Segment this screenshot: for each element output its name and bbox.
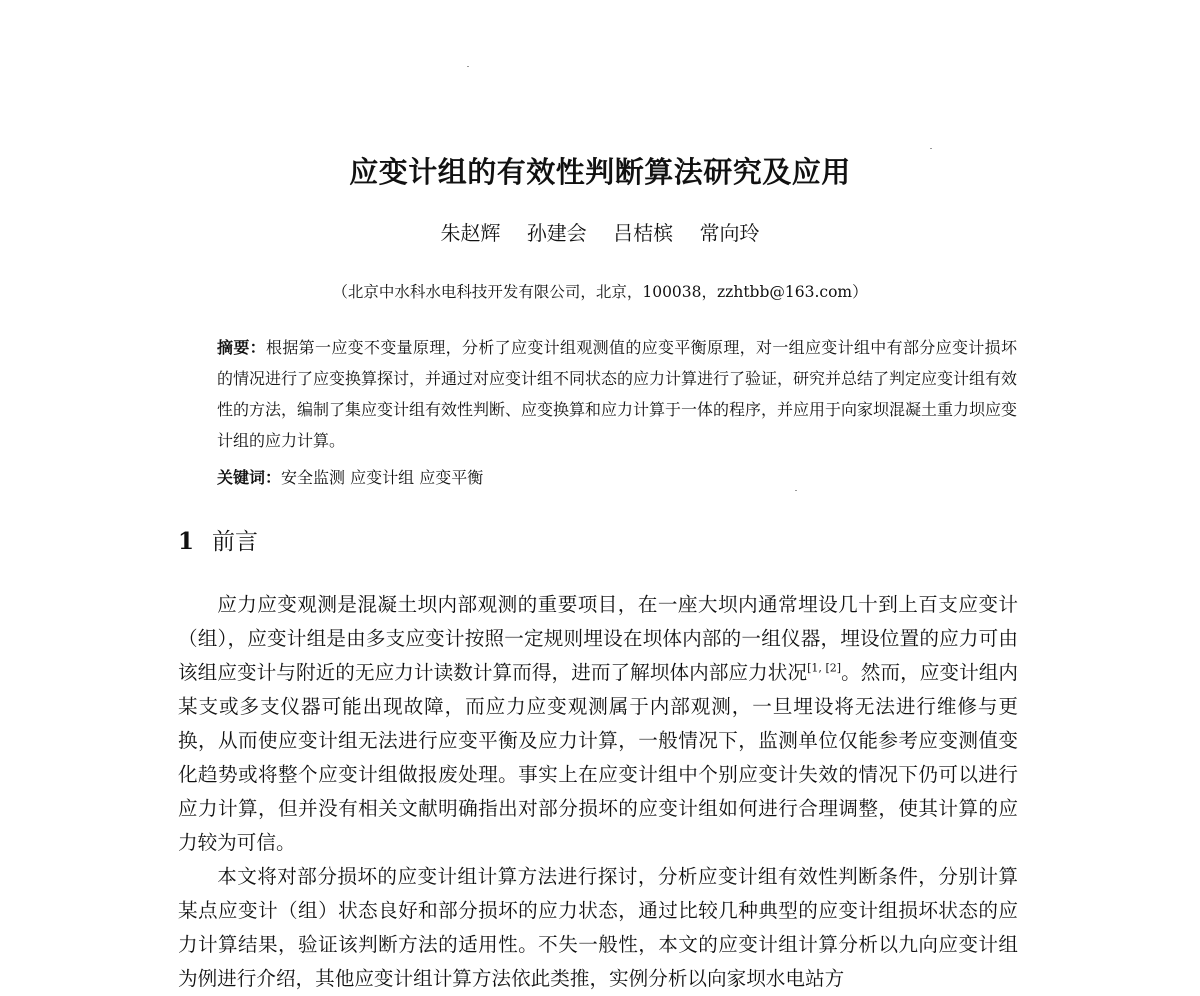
author-name: 吕桔槟 [613, 221, 674, 245]
section-title: 前言 [212, 529, 259, 555]
author-name: 孙建会 [526, 221, 587, 245]
paragraph-text: 。然而，应变计组内某支或多支仪器可能出现故障，而应力应变观测属于内部观测，一旦埋设将无法进行维修与更换，从而使应变计组无法进行应变平衡及应力计算，一般情况下，监测单位仅能参考应变测值变化趋势或将整个应变计组做报废处理。事实上在应变计组中个别应变计失效的情况下仍可以进行应力计算，但并没有相关文献明确指出对部分损坏的应变计组如何进行合理调整，使其计算的应力较为可信。 [178, 661, 1019, 854]
scan-speck [795, 490, 797, 491]
section-heading [178, 523, 258, 556]
keywords [217, 465, 1017, 488]
author-name: 朱赵辉 [440, 221, 501, 245]
author-name: 常向玲 [699, 221, 760, 245]
scan-speck [930, 148, 932, 149]
citation: [1, [2] [807, 661, 842, 675]
abstract [217, 332, 1017, 456]
scan-speck [467, 66, 469, 67]
keywords-label: 关键词： [217, 468, 282, 487]
paragraph: 本文将对部分损坏的应变计组计算方法进行探讨，分析应变计组有效性判断条件，分别计算某点应变计（组）状态良好和部分损坏的应力状态，通过比较几种典型的应变计组损坏状态的应力计算结果，验证该判断方法的适用性。不失一般性，本文的应变计组计算分析以九向应变计组为例进行介绍，其他应变计组计算方法依此类推，实例分析以向家坝水电站方 [178, 865, 1018, 990]
affiliation: （北京中水科水电科技开发有限公司，北京，100038，zzhtbb@163.com） [332, 283, 868, 301]
paper-title: 应变计组的有效性判断算法研究及应用 [349, 155, 851, 189]
keywords-text: 安全监测 应变计组 应变平衡 [281, 468, 484, 487]
abstract-text: 根据第一应变不变量原理，分析了应变计组观测值的应变平衡原理，对一组应变计组中有部分应变计损坏的情况进行了应变换算探讨，并通过对应变计组不同状态的应力计算进行了验证，研究并总结了判定应变计组有效性的方法，编制了集应变计组有效性判断、应变换算和应力计算于一体的程序，并应用于向家坝混凝土重力坝应变计组的应力计算。 [217, 338, 1018, 450]
abstract-label: 摘要： [217, 338, 266, 357]
body-text [178, 588, 1018, 996]
author-list [200, 217, 1000, 246]
paragraph-text: 应力应变观测是混凝土坝内部观测的重要项目，在一座大坝内通常埋设几十到上百支应变计（组），应变计组是由多支应变计按照一定规则埋设在坝体内部的一组仪器，埋设位置的应力可由该组应变计与附近的无应力计读数计算而得，进而了解坝体内部应力状况 [178, 593, 1018, 684]
paragraph [178, 588, 1018, 860]
section-number: 1 [178, 528, 195, 555]
